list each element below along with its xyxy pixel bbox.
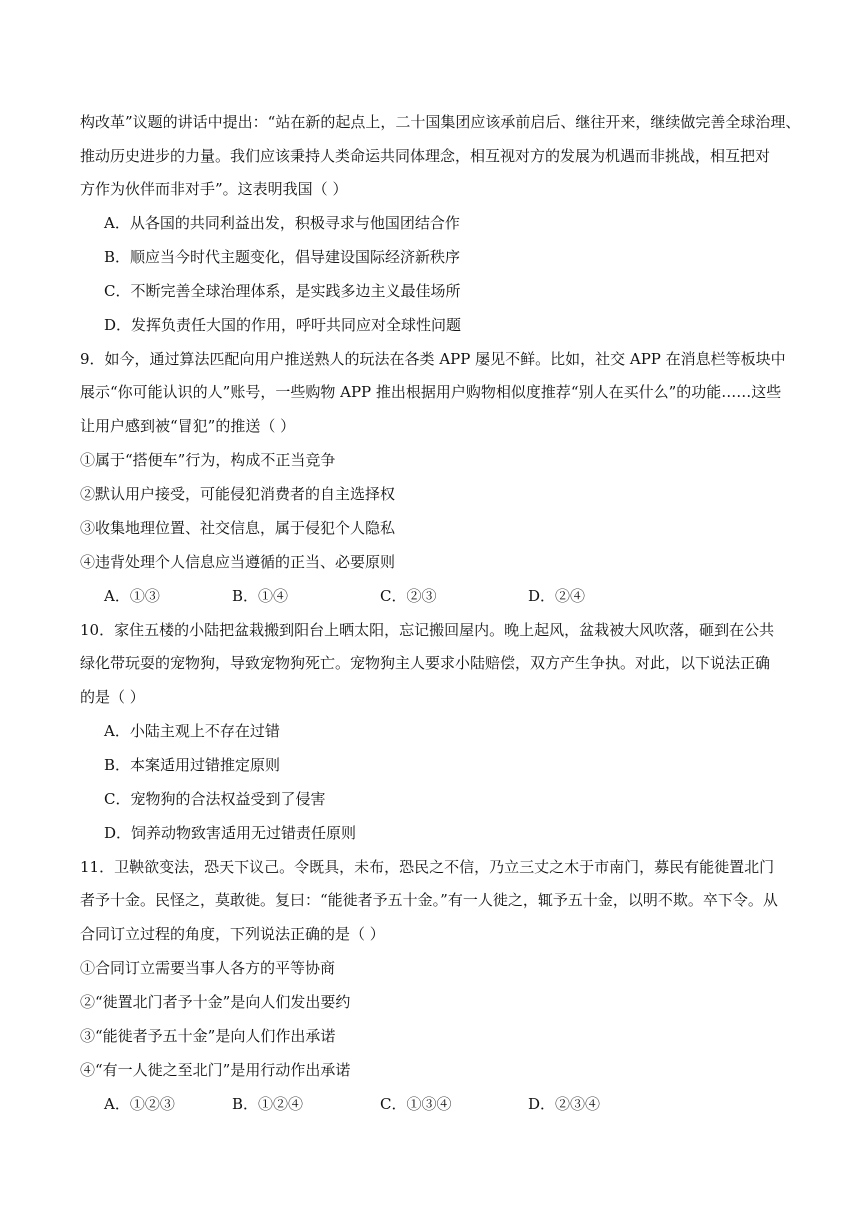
q10-stem-line-1: 10．家住五楼的小陆把盆栽搬到阳台上晒太阳，忘记搬回屋内。晚上起风，盆栽被大风吹落，砸到在公共 xyxy=(80,621,775,639)
q11-option-c: C．①③④ xyxy=(380,1095,452,1113)
q9-item-1: ①属于“搭便车”行为，构成不正当竞争 xyxy=(80,451,336,469)
q9-option-a: A．①③ xyxy=(104,587,160,605)
q8-stem-line-3: 方作为伙伴而非对手”。这表明我国（ ） xyxy=(80,180,348,198)
q9-item-4: ④违背处理个人信息应当遵循的正当、必要原则 xyxy=(80,553,396,571)
q9-option-b: B．①④ xyxy=(232,587,289,605)
q11-stem-line-2: 者予十金。民怪之，莫敢徙。复曰：“能徙者予五十金。”有一人徙之，辄予五十金，以明不欺。卒下令。从 xyxy=(80,891,778,909)
q11-option-b: B．①②④ xyxy=(232,1095,304,1113)
q9-item-2: ②默认用户接受，可能侵犯消费者的自主选择权 xyxy=(80,485,396,503)
q9-item-3: ③收集地理位置、社交信息，属于侵犯个人隐私 xyxy=(80,519,396,537)
q8-option-a: A．从各国的共同利益出发，积极寻求与他国团结合作 xyxy=(104,214,460,232)
q11-item-2: ②“徙置北门者予十金”是向人们发出要约 xyxy=(80,993,351,1011)
q9-stem-line-1: 9．如今，通过算法匹配向用户推送熟人的玩法在各类 APP 屡见不鲜。比如，社交 APP 在消息栏等板块中 xyxy=(80,350,786,368)
q8-stem-line-1: 构改革”议题的讲话中提出：“站在新的起点上，二十国集团应该承前启后、继往开来，继续做完善全球治理、 xyxy=(80,113,801,131)
q8-option-d: D．发挥负责任大国的作用，呼吁共同应对全球性问题 xyxy=(104,316,462,334)
q11-item-1: ①合同订立需要当事人各方的平等协商 xyxy=(80,959,336,977)
q10-stem-line-3: 的是（ ） xyxy=(80,688,145,706)
q9-option-c: C．②③ xyxy=(380,587,437,605)
q10-option-d: D．饲养动物致害适用无过错责任原则 xyxy=(104,824,357,842)
q9-stem-line-3: 让用户感到被“冒犯”的推送（ ） xyxy=(80,417,296,435)
q11-item-3: ③“能徙者予五十金”是向人们作出承诺 xyxy=(80,1027,336,1045)
q10-stem-line-2: 绿化带玩耍的宠物狗，导致宠物狗死亡。宠物狗主人要求小陆赔偿，双方产生争执。对此，以下说法正确 xyxy=(80,654,771,672)
q10-option-a: A．小陆主观上不存在过错 xyxy=(104,722,280,740)
q10-option-c: C．宠物狗的合法权益受到了侵害 xyxy=(104,790,326,808)
q11-option-d: D．②③④ xyxy=(528,1095,601,1113)
q9-option-d: D．②④ xyxy=(528,587,586,605)
q8-option-c: C．不断完善全球治理体系，是实践多边主义最佳场所 xyxy=(104,282,461,300)
q10-option-b: B．本案适用过错推定原则 xyxy=(104,756,281,774)
q11-stem-line-3: 合同订立过程的角度，下列说法正确的是（ ） xyxy=(80,925,385,943)
q8-option-b: B．顺应当今时代主题变化，倡导建设国际经济新秩序 xyxy=(104,248,461,266)
q9-stem-line-2: 展示“你可能认识的人”账号，一些购物 APP 推出根据用户购物相似度推荐“别人在买什么”的功能……这些 xyxy=(80,383,782,401)
q8-stem-line-2: 推动历史进步的力量。我们应该秉持人类命运共同体理念，相互视对方的发展为机遇而非挑战，相互把对 xyxy=(80,147,771,165)
q11-option-a: A．①②③ xyxy=(104,1095,175,1113)
q11-item-4: ④“有一人徙之至北门”是用行动作出承诺 xyxy=(80,1061,351,1079)
q11-stem-line-1: 11．卫鞅欲变法，恐天下议己。令既具，未布，恐民之不信，乃立三丈之木于市南门，募民有能徙置北门 xyxy=(80,858,775,876)
